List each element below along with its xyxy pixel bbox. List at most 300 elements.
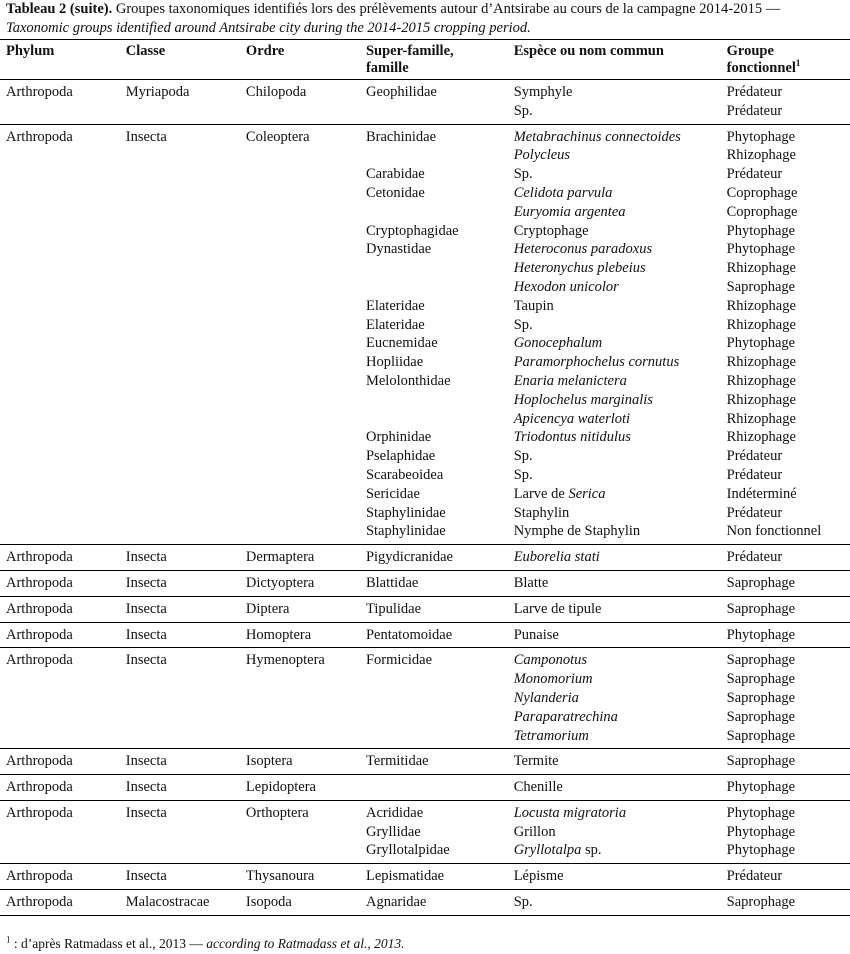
groupe-text: Rhizophage bbox=[726, 429, 796, 446]
cell-famille bbox=[366, 570, 514, 596]
famille-text bbox=[366, 689, 514, 708]
cell-espece bbox=[514, 124, 727, 545]
famille-text: Agnaridae bbox=[365, 894, 427, 911]
groupe-text: Prédateur bbox=[726, 448, 783, 465]
espece-text: Heteronychus plebeius bbox=[513, 260, 646, 277]
footnote-mark: 1 bbox=[6, 934, 11, 945]
espece-text: Gonocephalum bbox=[513, 335, 603, 352]
famille-text bbox=[366, 670, 514, 689]
espece-text: Apicencya waterloti bbox=[513, 410, 631, 427]
espece-text: Locusta migratoria bbox=[513, 804, 627, 821]
phylum-text: Arthropoda bbox=[6, 84, 73, 100]
espece-text: Tetramorium bbox=[513, 727, 589, 744]
cell-groupe bbox=[727, 864, 850, 890]
classe-text: Insecta bbox=[125, 128, 167, 145]
groupe-text: Saprophage bbox=[726, 689, 796, 706]
famille-text bbox=[366, 727, 514, 746]
cell-phylum bbox=[0, 749, 126, 775]
table-row bbox=[0, 800, 850, 863]
groupe-text: Prédateur bbox=[726, 504, 783, 521]
espece-line bbox=[514, 184, 727, 203]
famille-text: Pselaphidae bbox=[365, 448, 436, 465]
famille-text bbox=[366, 708, 514, 727]
groupe-text: Saprophage bbox=[726, 894, 796, 911]
espece-line bbox=[514, 391, 727, 410]
groupe-text: Indéterminé bbox=[726, 485, 797, 502]
espece-text-suffix: Serica bbox=[568, 485, 606, 502]
classe-text: Insecta bbox=[125, 574, 167, 591]
famille-text: Gryllotalpidae bbox=[365, 842, 450, 859]
cell-classe bbox=[126, 749, 246, 775]
espece-text: Euryomia argentea bbox=[513, 203, 626, 220]
cell-groupe bbox=[727, 124, 850, 545]
groupe-text: Saprophage bbox=[726, 671, 796, 688]
header-groupe-line2: fonctionnel bbox=[726, 60, 796, 76]
cell-phylum bbox=[0, 864, 126, 890]
espece-line bbox=[514, 867, 727, 886]
cell-ordre bbox=[246, 648, 366, 749]
famille-text: Dynastidae bbox=[365, 241, 432, 258]
cell-phylum bbox=[0, 124, 126, 545]
groupe-text: Rhizophage bbox=[726, 297, 796, 314]
groupe-text: Prédateur bbox=[726, 166, 783, 183]
cell-phylum bbox=[0, 570, 126, 596]
phylum-text: Arthropoda bbox=[6, 804, 73, 821]
espece-line bbox=[514, 240, 727, 259]
espece-text: Euborelia stati bbox=[513, 549, 600, 566]
groupe-text: Prédateur bbox=[726, 868, 783, 885]
caption-french: Groupes taxonomiques identifiés lors des prélèvements autour d’Antsirabe au cours de la campagne 2014-2015 — bbox=[112, 1, 781, 17]
famille-text bbox=[366, 203, 514, 222]
table-row bbox=[0, 775, 850, 801]
espece-line bbox=[514, 297, 727, 316]
cell-famille bbox=[366, 890, 514, 916]
header-phylum: Phylum bbox=[0, 40, 126, 80]
table-caption bbox=[6, 0, 846, 38]
cell-ordre bbox=[246, 775, 366, 801]
phylum-text: Arthropoda bbox=[6, 574, 73, 591]
cell-famille bbox=[366, 648, 514, 749]
famille-text: Gryllidae bbox=[365, 823, 421, 840]
espece-text: Sp. bbox=[513, 894, 533, 911]
cell-ordre bbox=[246, 890, 366, 916]
cell-groupe bbox=[727, 890, 850, 916]
classe-text: Insecta bbox=[125, 600, 167, 617]
cell-phylum bbox=[0, 775, 126, 801]
cell-ordre bbox=[246, 80, 366, 125]
table-row bbox=[0, 80, 850, 125]
table-row bbox=[0, 124, 850, 545]
groupe-text: Rhizophage bbox=[726, 410, 796, 427]
cell-classe bbox=[126, 800, 246, 863]
cell-famille bbox=[366, 775, 514, 801]
famille-text: Carabidae bbox=[365, 166, 425, 183]
cell-phylum bbox=[0, 80, 126, 125]
famille-text bbox=[366, 391, 514, 410]
groupe-text: Rhizophage bbox=[726, 147, 796, 164]
header-groupe bbox=[727, 40, 850, 80]
groupe-text: Prédateur bbox=[726, 84, 783, 100]
famille-text bbox=[366, 146, 514, 165]
cell-groupe bbox=[727, 80, 850, 125]
groupe-text: Phytophage bbox=[726, 823, 796, 840]
espece-line bbox=[514, 689, 727, 708]
ordre-text: Thysanoura bbox=[245, 868, 315, 885]
espece-line bbox=[514, 466, 727, 485]
phylum-text: Arthropoda bbox=[6, 868, 73, 885]
groupe-text: Phytophage bbox=[726, 626, 796, 643]
ordre-text: Chilopoda bbox=[245, 84, 307, 100]
cell-ordre bbox=[246, 749, 366, 775]
espece-text: Nymphe de Staphylin bbox=[513, 523, 641, 540]
espece-text: Sp. bbox=[513, 166, 533, 183]
phylum-text: Arthropoda bbox=[6, 779, 73, 796]
cell-phylum bbox=[0, 596, 126, 622]
cell-espece bbox=[514, 80, 727, 125]
cell-ordre bbox=[246, 596, 366, 622]
groupe-text: Saprophage bbox=[726, 600, 796, 617]
espece-line bbox=[514, 128, 727, 147]
cell-famille bbox=[366, 800, 514, 863]
caption-label: Tableau 2 (suite). bbox=[6, 1, 113, 17]
groupe-text: Rhizophage bbox=[726, 316, 796, 333]
espece-text: Gryllotalpa bbox=[513, 842, 582, 859]
espece-text: Larve de tipule bbox=[513, 600, 602, 617]
famille-text: Pentatomoidae bbox=[365, 626, 453, 643]
header-famille-line1: Super-famille, bbox=[365, 43, 454, 59]
footnote bbox=[6, 936, 404, 952]
ordre-text: Dictyoptera bbox=[245, 574, 315, 591]
espece-text: Sp. bbox=[513, 102, 533, 119]
cell-phylum bbox=[0, 890, 126, 916]
cell-ordre bbox=[246, 800, 366, 863]
table-row bbox=[0, 648, 850, 749]
famille-text: Elateridae bbox=[365, 297, 425, 314]
groupe-text: Phytophage bbox=[726, 128, 796, 145]
cell-famille bbox=[366, 596, 514, 622]
espece-text: Lépisme bbox=[513, 868, 564, 885]
espece-line bbox=[514, 165, 727, 184]
cell-classe bbox=[126, 80, 246, 125]
classe-text: Insecta bbox=[125, 626, 167, 643]
espece-text: Larve de bbox=[513, 485, 569, 502]
famille-text: Brachinidae bbox=[365, 128, 437, 145]
footnote-english: according to Ratmadass et al., 2013. bbox=[206, 936, 405, 951]
ordre-text: Homoptera bbox=[245, 626, 312, 643]
cell-classe bbox=[126, 864, 246, 890]
classe-text: Myriapoda bbox=[125, 84, 190, 100]
groupe-text: Rhizophage bbox=[726, 391, 796, 408]
espece-line bbox=[514, 146, 727, 165]
espece-line bbox=[514, 485, 727, 504]
espece-line bbox=[514, 504, 727, 523]
famille-text: Cryptophagidae bbox=[365, 222, 459, 239]
cell-ordre bbox=[246, 864, 366, 890]
header-groupe-footnote-mark: 1 bbox=[795, 58, 801, 69]
espece-text: Hexodon unicolor bbox=[513, 278, 619, 295]
groupe-text: Coprophage bbox=[726, 184, 798, 201]
espece-text-suffix: sp. bbox=[581, 842, 602, 859]
espece-line bbox=[514, 83, 727, 102]
header-groupe-line1: Groupe bbox=[726, 43, 774, 59]
groupe-text: Saprophage bbox=[726, 753, 796, 770]
espece-line bbox=[514, 708, 727, 727]
famille-text: Cetonidae bbox=[365, 184, 425, 201]
table-row bbox=[0, 570, 850, 596]
groupe-text: Phytophage bbox=[726, 241, 796, 258]
espece-line bbox=[514, 727, 727, 746]
groupe-text: Non fonctionnel bbox=[726, 523, 822, 540]
cell-espece bbox=[514, 545, 727, 571]
groupe-text: Prédateur bbox=[726, 549, 783, 566]
famille-text: Sericidae bbox=[365, 485, 420, 502]
famille-text: Orphinidae bbox=[365, 429, 432, 446]
espece-text: Staphylin bbox=[513, 504, 570, 521]
espece-text: Taupin bbox=[513, 297, 554, 314]
famille-text: Elateridae bbox=[365, 316, 425, 333]
table-row bbox=[0, 596, 850, 622]
espece-text: Nylanderia bbox=[513, 689, 579, 706]
espece-line bbox=[514, 670, 727, 689]
espece-text: Celidota parvula bbox=[513, 184, 613, 201]
ordre-text: Coleoptera bbox=[245, 128, 310, 145]
ordre-text: Lepidoptera bbox=[245, 779, 316, 796]
cell-classe bbox=[126, 124, 246, 545]
espece-text: Sp. bbox=[513, 316, 533, 333]
famille-text: Blattidae bbox=[365, 574, 419, 591]
phylum-text: Arthropoda bbox=[6, 652, 73, 669]
groupe-text: Saprophage bbox=[726, 727, 796, 744]
cell-ordre bbox=[246, 570, 366, 596]
cell-classe bbox=[126, 890, 246, 916]
cell-groupe bbox=[727, 800, 850, 863]
groupe-text: Phytophage bbox=[726, 222, 796, 239]
espece-text: Sp. bbox=[513, 448, 533, 465]
classe-text: Insecta bbox=[125, 779, 167, 796]
classe-text: Insecta bbox=[125, 753, 167, 770]
espece-line bbox=[514, 278, 727, 297]
table-row bbox=[0, 890, 850, 916]
famille-text: Formicidae bbox=[365, 652, 433, 669]
famille-text bbox=[366, 259, 514, 278]
phylum-text: Arthropoda bbox=[6, 626, 73, 643]
famille-text bbox=[366, 410, 514, 429]
phylum-text: Arthropoda bbox=[6, 600, 73, 617]
header-famille bbox=[366, 40, 514, 80]
groupe-text: Phytophage bbox=[726, 779, 796, 796]
espece-line bbox=[514, 372, 727, 391]
espece-text: Grillon bbox=[513, 823, 556, 840]
cell-famille bbox=[366, 864, 514, 890]
table-header-row bbox=[0, 40, 850, 80]
table-body bbox=[0, 80, 850, 916]
espece-text: Triodontus nitidulus bbox=[513, 429, 631, 446]
cell-classe bbox=[126, 545, 246, 571]
header-classe: Classe bbox=[126, 40, 246, 80]
espece-line bbox=[514, 222, 727, 241]
espece-line bbox=[514, 893, 727, 912]
groupe-text: Prédateur bbox=[726, 466, 783, 483]
espece-text: Sp. bbox=[513, 466, 533, 483]
phylum-text: Arthropoda bbox=[6, 128, 73, 145]
groupe-text: Phytophage bbox=[726, 804, 796, 821]
cell-ordre bbox=[246, 124, 366, 545]
famille-text bbox=[366, 102, 514, 121]
espece-text: Punaise bbox=[513, 626, 559, 643]
espece-line bbox=[514, 410, 727, 429]
groupe-text: Prédateur bbox=[726, 102, 783, 119]
famille-text: Staphylinidae bbox=[365, 523, 446, 540]
classe-text: Insecta bbox=[125, 549, 167, 566]
espece-line bbox=[514, 447, 727, 466]
cell-phylum bbox=[0, 800, 126, 863]
espece-text: Blatte bbox=[513, 574, 549, 591]
espece-text: Metabrachinus connectoides bbox=[513, 128, 681, 145]
caption-english: Taxonomic groups identified around Antsirabe city during the 2014-2015 cropping period. bbox=[6, 20, 531, 36]
espece-line bbox=[514, 259, 727, 278]
ordre-text: Orthoptera bbox=[245, 804, 309, 821]
espece-line bbox=[514, 574, 727, 593]
espece-text: Heteroconus paradoxus bbox=[513, 241, 653, 258]
classe-text: Insecta bbox=[125, 804, 167, 821]
groupe-text: Saprophage bbox=[726, 278, 796, 295]
espece-line bbox=[514, 651, 727, 670]
famille-text: Melolonthidae bbox=[365, 372, 451, 389]
cell-espece bbox=[514, 749, 727, 775]
famille-text: Lepismatidae bbox=[365, 868, 445, 885]
famille-text: Tipulidae bbox=[365, 600, 422, 617]
espece-line bbox=[514, 548, 727, 567]
cell-classe bbox=[126, 570, 246, 596]
ordre-text: Hymenoptera bbox=[245, 652, 325, 669]
famille-text: Scarabeoidea bbox=[365, 466, 444, 483]
espece-text: Paraparatrechina bbox=[513, 708, 618, 725]
famille-text bbox=[366, 778, 514, 797]
espece-text: Polycleus bbox=[513, 147, 571, 164]
famille-text: Acrididae bbox=[365, 804, 424, 821]
espece-line bbox=[514, 203, 727, 222]
cell-classe bbox=[126, 596, 246, 622]
espece-text: Hoplochelus marginalis bbox=[513, 391, 653, 408]
header-famille-line2: famille bbox=[365, 60, 409, 76]
famille-text: Termitidae bbox=[365, 753, 429, 770]
cell-ordre bbox=[246, 545, 366, 571]
espece-line bbox=[514, 102, 727, 121]
espece-line bbox=[514, 428, 727, 447]
espece-line bbox=[514, 841, 727, 860]
espece-text: Chenille bbox=[513, 779, 563, 796]
classe-text: Malacostracae bbox=[125, 894, 210, 911]
cell-groupe bbox=[727, 749, 850, 775]
table-row bbox=[0, 622, 850, 648]
espece-text: Paramorphochelus cornutus bbox=[513, 354, 680, 371]
groupe-text: Saprophage bbox=[726, 574, 796, 591]
famille-text: Pigydicranidae bbox=[365, 549, 453, 566]
espece-text: Monomorium bbox=[513, 671, 593, 688]
header-espece: Espèce ou nom commun bbox=[514, 40, 727, 80]
table-row bbox=[0, 545, 850, 571]
espece-line bbox=[514, 353, 727, 372]
famille-text: Geophilidae bbox=[365, 84, 437, 100]
taxonomic-table bbox=[0, 39, 850, 916]
espece-line bbox=[514, 334, 727, 353]
cell-groupe bbox=[727, 596, 850, 622]
groupe-text: Rhizophage bbox=[726, 354, 796, 371]
ordre-text: Isoptera bbox=[245, 753, 293, 770]
cell-famille bbox=[366, 124, 514, 545]
cell-classe bbox=[126, 775, 246, 801]
famille-text bbox=[366, 278, 514, 297]
cell-espece bbox=[514, 570, 727, 596]
famille-text: Hopliidae bbox=[365, 354, 424, 371]
cell-classe bbox=[126, 622, 246, 648]
groupe-text: Rhizophage bbox=[726, 260, 796, 277]
cell-espece bbox=[514, 800, 727, 863]
cell-famille bbox=[366, 622, 514, 648]
cell-classe bbox=[126, 648, 246, 749]
ordre-text: Isopoda bbox=[245, 894, 292, 911]
espece-text: Cryptophage bbox=[513, 222, 589, 239]
groupe-text: Rhizophage bbox=[726, 372, 796, 389]
famille-text: Staphylinidae bbox=[365, 504, 446, 521]
cell-espece bbox=[514, 648, 727, 749]
cell-espece bbox=[514, 775, 727, 801]
espece-line bbox=[514, 600, 727, 619]
groupe-text: Saprophage bbox=[726, 708, 796, 725]
cell-espece bbox=[514, 864, 727, 890]
footnote-french: : d’après Ratmadass et al., 2013 — bbox=[10, 936, 207, 951]
espece-text: Termite bbox=[513, 753, 559, 770]
classe-text: Insecta bbox=[125, 652, 167, 669]
cell-ordre bbox=[246, 622, 366, 648]
espece-line bbox=[514, 522, 727, 541]
cell-espece bbox=[514, 890, 727, 916]
espece-text: Camponotus bbox=[513, 652, 588, 669]
espece-line bbox=[514, 823, 727, 842]
phylum-text: Arthropoda bbox=[6, 753, 73, 770]
cell-phylum bbox=[0, 648, 126, 749]
espece-text: Symphyle bbox=[513, 84, 573, 100]
groupe-text: Saprophage bbox=[726, 652, 796, 669]
cell-groupe bbox=[727, 622, 850, 648]
espece-line bbox=[514, 804, 727, 823]
header-ordre: Ordre bbox=[246, 40, 366, 80]
espece-line bbox=[514, 752, 727, 771]
classe-text: Insecta bbox=[125, 868, 167, 885]
famille-text: Eucnemidae bbox=[365, 335, 438, 352]
cell-phylum bbox=[0, 545, 126, 571]
cell-groupe bbox=[727, 775, 850, 801]
cell-phylum bbox=[0, 622, 126, 648]
cell-groupe bbox=[727, 570, 850, 596]
espece-line bbox=[514, 778, 727, 797]
table-row bbox=[0, 864, 850, 890]
cell-espece bbox=[514, 622, 727, 648]
cell-famille bbox=[366, 545, 514, 571]
phylum-text: Arthropoda bbox=[6, 894, 73, 911]
groupe-text: Coprophage bbox=[726, 203, 798, 220]
cell-espece bbox=[514, 596, 727, 622]
espece-line bbox=[514, 316, 727, 335]
cell-famille bbox=[366, 749, 514, 775]
ordre-text: Dermaptera bbox=[245, 549, 315, 566]
groupe-text: Phytophage bbox=[726, 842, 796, 859]
ordre-text: Diptera bbox=[245, 600, 290, 617]
espece-text: Enaria melanictera bbox=[513, 372, 627, 389]
cell-groupe bbox=[727, 648, 850, 749]
groupe-text: Phytophage bbox=[726, 335, 796, 352]
espece-line bbox=[514, 626, 727, 645]
